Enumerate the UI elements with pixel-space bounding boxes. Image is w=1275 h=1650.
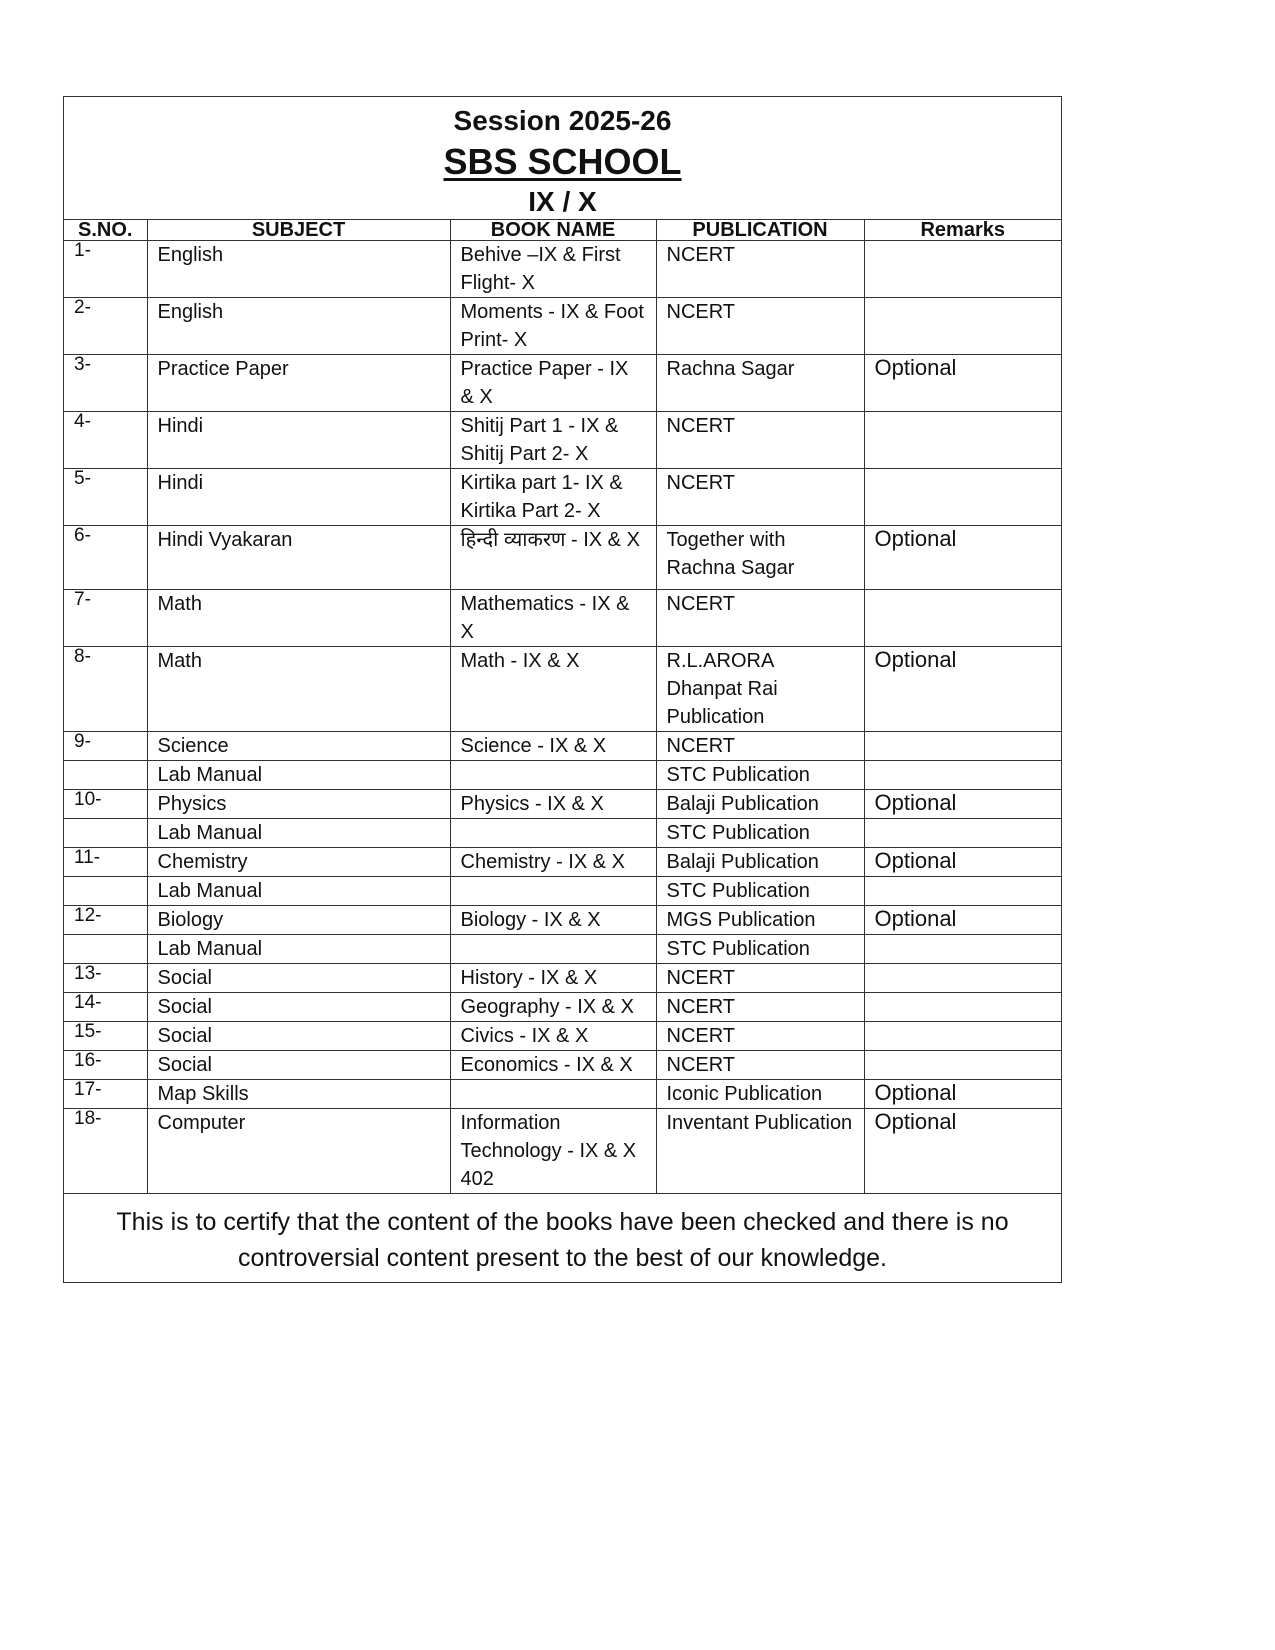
cell-subject: English — [147, 241, 450, 298]
table-row — [64, 877, 1061, 906]
cell-publication: Inventant Publication — [656, 1109, 864, 1194]
table-row — [64, 1080, 1061, 1109]
cell-book: Practice Paper - IX & X — [450, 355, 656, 412]
cell-subject: Practice Paper — [147, 355, 450, 412]
cell-publication: NCERT — [656, 241, 864, 298]
cell-publication: Iconic Publication — [656, 1080, 864, 1109]
cell-remarks — [864, 412, 1061, 469]
cell-book: Civics - IX & X — [450, 1022, 656, 1051]
header-subject: SUBJECT — [147, 220, 450, 241]
table-row — [64, 819, 1061, 848]
table-row — [64, 1109, 1061, 1194]
session-title: Session 2025-26 — [453, 105, 672, 136]
cell-remarks: Optional — [864, 647, 1061, 732]
cell-subject: Social — [147, 993, 450, 1022]
cell-book — [450, 761, 656, 790]
cell-subject: Lab Manual — [147, 819, 450, 848]
cell-publication: NCERT — [656, 1022, 864, 1051]
cell-remarks — [864, 877, 1061, 906]
cell-remarks: Optional — [864, 355, 1061, 412]
book-table — [64, 220, 1061, 1193]
cell-publication: STC Publication — [656, 761, 864, 790]
cell-remarks — [864, 993, 1061, 1022]
cell-sno: 8- — [64, 647, 147, 732]
cell-remarks — [864, 1051, 1061, 1080]
table-row — [64, 906, 1061, 935]
cell-publication: Balaji Publication — [656, 848, 864, 877]
cell-sno: 18- — [64, 1109, 147, 1194]
cell-publication: STC Publication — [656, 819, 864, 848]
table-row — [64, 298, 1061, 355]
cell-sno — [64, 761, 147, 790]
cell-sno — [64, 935, 147, 964]
cell-book: History - IX & X — [450, 964, 656, 993]
certification-note: This is to certify that the content of the books have been checked and there is no controversial content present to the best of our knowledge. — [64, 1193, 1061, 1282]
header-sno: S.NO. — [64, 220, 147, 241]
cell-subject: Hindi — [147, 469, 450, 526]
table-row — [64, 469, 1061, 526]
cell-book — [450, 1080, 656, 1109]
cell-subject: Biology — [147, 906, 450, 935]
cell-remarks: Optional — [864, 526, 1061, 590]
cell-publication: Balaji Publication — [656, 790, 864, 819]
cell-subject: Social — [147, 964, 450, 993]
cell-publication: STC Publication — [656, 877, 864, 906]
cell-publication: NCERT — [656, 469, 864, 526]
cell-sno: 17- — [64, 1080, 147, 1109]
table-row — [64, 412, 1061, 469]
cell-remarks — [864, 590, 1061, 647]
cell-remarks — [864, 298, 1061, 355]
table-row — [64, 848, 1061, 877]
header-publication: PUBLICATION — [656, 220, 864, 241]
cell-publication: NCERT — [656, 1051, 864, 1080]
cell-remarks — [864, 935, 1061, 964]
cell-book: Geography - IX & X — [450, 993, 656, 1022]
cell-publication: MGS Publication — [656, 906, 864, 935]
cell-sno: 11- — [64, 848, 147, 877]
cell-sno: 4- — [64, 412, 147, 469]
cell-book: Behive –IX & First Flight- X — [450, 241, 656, 298]
cell-subject: Lab Manual — [147, 877, 450, 906]
cell-remarks: Optional — [864, 848, 1061, 877]
cell-publication: NCERT — [656, 964, 864, 993]
cell-book: Physics - IX & X — [450, 790, 656, 819]
cell-remarks — [864, 1022, 1061, 1051]
cell-book — [450, 935, 656, 964]
cell-subject: Math — [147, 647, 450, 732]
cell-sno: 1- — [64, 241, 147, 298]
table-body — [64, 241, 1061, 1194]
cell-book: Biology - IX & X — [450, 906, 656, 935]
table-header-row — [64, 220, 1061, 241]
cell-remarks — [864, 761, 1061, 790]
cell-subject: Science — [147, 732, 450, 761]
table-row — [64, 355, 1061, 412]
cell-book — [450, 877, 656, 906]
book-list-document — [63, 96, 1062, 1283]
cell-subject: Math — [147, 590, 450, 647]
cell-sno: 9- — [64, 732, 147, 761]
table-row — [64, 935, 1061, 964]
table-row — [64, 732, 1061, 761]
table-row — [64, 590, 1061, 647]
cell-publication: R.L.ARORA Dhanpat Rai Publication — [656, 647, 864, 732]
cell-subject: Lab Manual — [147, 935, 450, 964]
cell-remarks — [864, 964, 1061, 993]
cell-book: Math - IX & X — [450, 647, 656, 732]
cell-sno: 7- — [64, 590, 147, 647]
cell-book: Kirtika part 1- IX & Kirtika Part 2- X — [450, 469, 656, 526]
table-row — [64, 1051, 1061, 1080]
table-row — [64, 790, 1061, 819]
cell-book: हिन्दी व्याकरण - IX & X — [450, 526, 656, 590]
cell-subject: Hindi — [147, 412, 450, 469]
cell-publication: NCERT — [656, 993, 864, 1022]
cell-book: Moments - IX & Foot Print- X — [450, 298, 656, 355]
cell-sno: 13- — [64, 964, 147, 993]
cell-subject: Chemistry — [147, 848, 450, 877]
cell-sno — [64, 819, 147, 848]
cell-remarks — [864, 732, 1061, 761]
cell-book: Economics - IX & X — [450, 1051, 656, 1080]
cell-book: Science - IX & X — [450, 732, 656, 761]
table-row — [64, 647, 1061, 732]
cell-sno: 15- — [64, 1022, 147, 1051]
cell-remarks — [864, 469, 1061, 526]
cell-publication: STC Publication — [656, 935, 864, 964]
table-row — [64, 241, 1061, 298]
cell-sno: 6- — [64, 526, 147, 590]
cell-sno: 3- — [64, 355, 147, 412]
cell-sno: 16- — [64, 1051, 147, 1080]
table-row — [64, 964, 1061, 993]
cell-subject: Computer — [147, 1109, 450, 1194]
cell-book: Chemistry - IX & X — [450, 848, 656, 877]
cell-remarks: Optional — [864, 1109, 1061, 1194]
cell-book: Information Technology - IX & X 402 — [450, 1109, 656, 1194]
table-row — [64, 761, 1061, 790]
header-remarks: Remarks — [864, 220, 1061, 241]
header-book-name: BOOK NAME — [450, 220, 656, 241]
cell-book: Shitij Part 1 - IX & Shitij Part 2- X — [450, 412, 656, 469]
cell-subject: Hindi Vyakaran — [147, 526, 450, 590]
cell-remarks — [864, 241, 1061, 298]
cell-subject: Physics — [147, 790, 450, 819]
cell-remarks: Optional — [864, 790, 1061, 819]
cell-sno: 10- — [64, 790, 147, 819]
cell-book — [450, 819, 656, 848]
document-header — [64, 97, 1061, 220]
cell-publication: Rachna Sagar — [656, 355, 864, 412]
cell-publication: Together with Rachna Sagar — [656, 526, 864, 590]
cell-sno: 14- — [64, 993, 147, 1022]
cell-remarks: Optional — [864, 1080, 1061, 1109]
cell-publication: NCERT — [656, 732, 864, 761]
school-name: SBS SCHOOL — [443, 141, 682, 182]
cell-subject: Social — [147, 1022, 450, 1051]
cell-sno: 2- — [64, 298, 147, 355]
class-label: IX / X — [528, 186, 597, 217]
cell-remarks: Optional — [864, 906, 1061, 935]
cell-sno: 12- — [64, 906, 147, 935]
cell-subject: Lab Manual — [147, 761, 450, 790]
cell-remarks — [864, 819, 1061, 848]
cell-subject: Social — [147, 1051, 450, 1080]
cell-subject: Map Skills — [147, 1080, 450, 1109]
table-row — [64, 1022, 1061, 1051]
cell-subject: English — [147, 298, 450, 355]
table-row — [64, 993, 1061, 1022]
cell-sno — [64, 877, 147, 906]
cell-sno: 5- — [64, 469, 147, 526]
cell-publication: NCERT — [656, 412, 864, 469]
cell-publication: NCERT — [656, 298, 864, 355]
cell-publication: NCERT — [656, 590, 864, 647]
table-row — [64, 526, 1061, 590]
cell-book: Mathematics - IX & X — [450, 590, 656, 647]
